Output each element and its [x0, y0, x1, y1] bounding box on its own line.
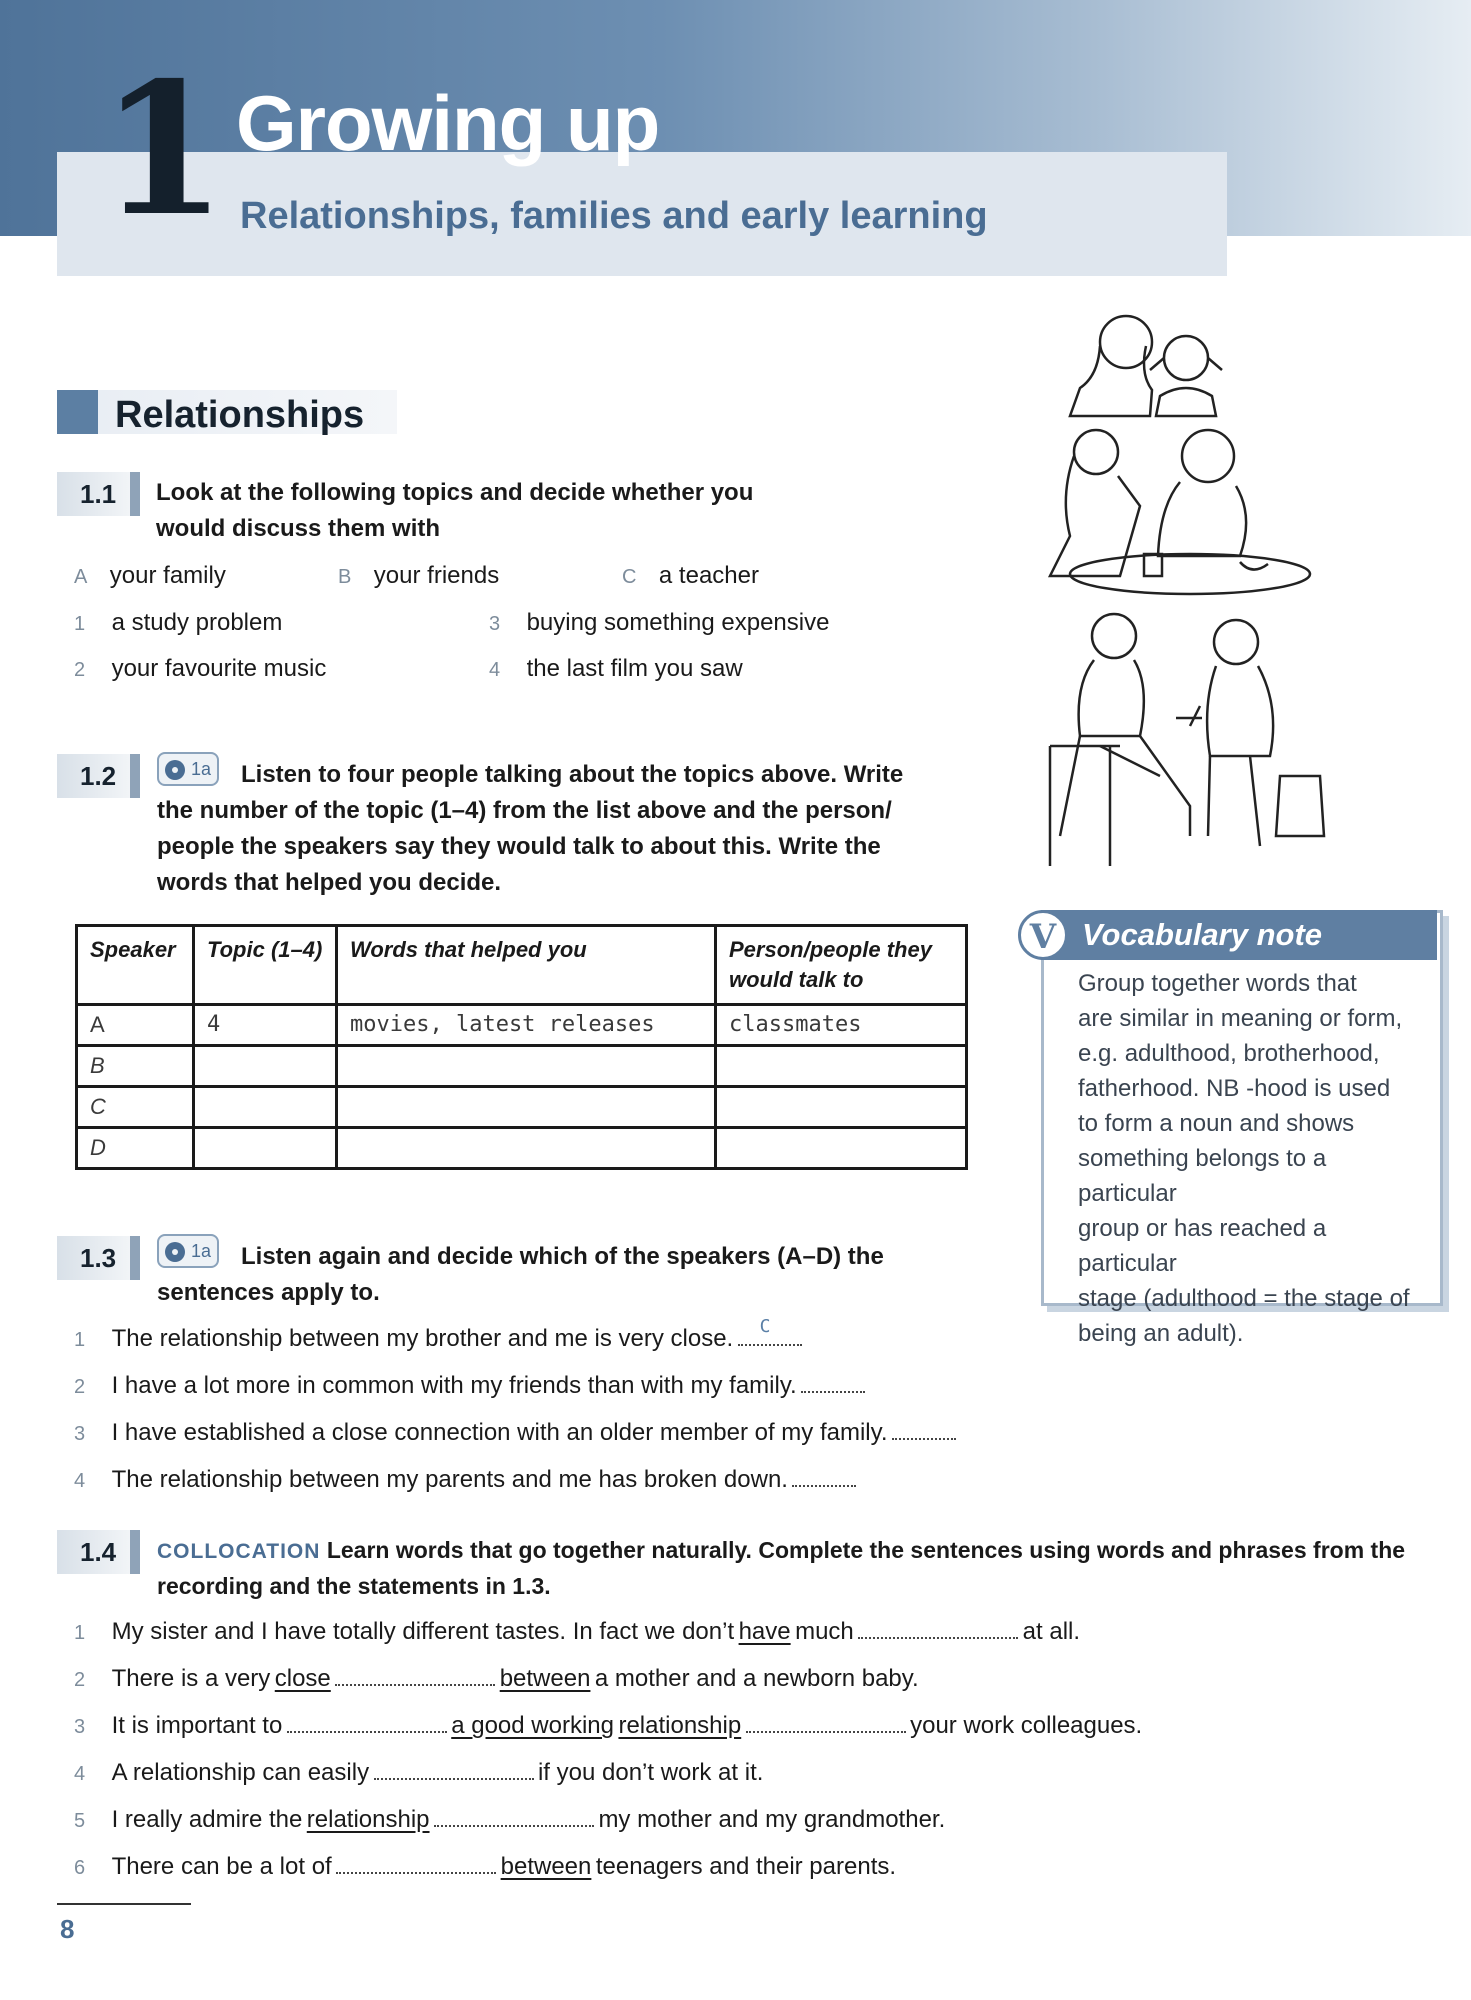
table-cell[interactable]: [194, 1087, 337, 1128]
exercise-number: 1.1: [80, 479, 117, 509]
item-number: 3: [74, 1423, 86, 1445]
exercise-tab-edge: [130, 472, 140, 516]
list-item: [74, 1803, 945, 1838]
teacher-head-icon: [1092, 614, 1136, 658]
item-text: A relationship can easily: [111, 1759, 370, 1786]
item-number: 6: [74, 1857, 86, 1879]
item-number: 3: [74, 1716, 86, 1738]
exercise-instruction: would discuss them with: [156, 515, 441, 542]
exercise-instruction: [157, 1532, 1405, 1570]
gesture-icon: [1176, 706, 1202, 726]
student-head-icon: [1182, 430, 1234, 482]
table-header: Words that helped you: [337, 926, 716, 1005]
woman-body-icon: [1070, 346, 1152, 416]
item-number: 4: [74, 1470, 86, 1492]
chapter-subtitle: Relationships, families and early learning: [240, 195, 988, 237]
audio-track-badge[interactable]: [157, 752, 219, 786]
audio-track-badge[interactable]: [157, 1234, 219, 1268]
item-text: There can be a lot of: [111, 1853, 332, 1880]
answer-blank[interactable]: [858, 1623, 1018, 1639]
topic-text: the last film you saw: [526, 655, 743, 682]
option-a: [74, 559, 226, 594]
section-title: Relationships: [115, 394, 365, 436]
table-header-row: [77, 926, 967, 1005]
collocation-tag: COLLOCATION: [157, 1540, 321, 1563]
page-number-rule: [57, 1903, 191, 1905]
table-cell[interactable]: [337, 1046, 716, 1087]
vocab-note-text: [1078, 966, 1430, 1351]
item-text: your work colleagues.: [910, 1712, 1143, 1739]
instruction-text: Learn words that go together naturally. Complete the sentences using words and phrases from the: [326, 1537, 1406, 1563]
answer-blank[interactable]: [374, 1764, 534, 1780]
table-header: Speaker: [77, 926, 194, 1005]
track-number: 1a: [191, 1241, 212, 1261]
speaker-table: [75, 924, 968, 1170]
exercise-number: 1.4: [80, 1537, 117, 1567]
option-b: [338, 559, 499, 594]
collocation-word: between: [500, 1853, 592, 1880]
option-label: C: [622, 566, 637, 588]
table-header: Topic (1–4): [194, 926, 337, 1005]
item-number: 5: [74, 1810, 86, 1832]
option-label: A: [74, 566, 88, 588]
item-text: my mother and my grandmother.: [598, 1806, 946, 1833]
item-text: I really admire the: [111, 1806, 303, 1833]
exercise-instruction: words that helped you decide.: [157, 869, 502, 896]
note-line: are similar in meaning or form,: [1078, 1005, 1403, 1032]
exercise-instruction: sentences apply to.: [157, 1279, 380, 1306]
collocation-word: have: [738, 1618, 791, 1645]
table-header: Person/people they would talk to: [716, 926, 967, 1005]
answer-blank[interactable]: [792, 1471, 856, 1487]
table-cell[interactable]: [716, 1046, 967, 1087]
item-text: a mother and a newborn baby.: [594, 1665, 919, 1692]
table-cell[interactable]: [194, 1128, 337, 1169]
collocation-word: between: [499, 1665, 591, 1692]
table-cell[interactable]: movies, latest releases: [337, 1005, 716, 1046]
item-text: It is important to: [111, 1712, 283, 1739]
backpack-icon: [1276, 776, 1324, 836]
boy-body-icon: [1207, 666, 1273, 756]
item-text: I have established a close connection with an older member of my family.: [111, 1419, 888, 1446]
table-row: [77, 1128, 967, 1169]
answer-blank[interactable]: [801, 1377, 865, 1393]
note-line: to form a noun and shows: [1078, 1110, 1355, 1137]
item-text: I have a lot more in common with my friends than with my family.: [111, 1372, 797, 1399]
answer-blank[interactable]: [434, 1811, 594, 1827]
student-body-icon: [1158, 482, 1246, 556]
answer-blank[interactable]: [892, 1424, 956, 1440]
vocabulary-icon: V: [1018, 910, 1068, 960]
page-number: 8: [60, 1914, 75, 1944]
people-illustration: [1040, 306, 1340, 882]
collocation-word: relationship: [306, 1806, 430, 1833]
item-text: much: [795, 1618, 854, 1645]
exercise-tab-edge: [130, 1236, 140, 1280]
note-line: Group together words that: [1078, 970, 1357, 997]
cd-icon: [165, 1242, 185, 1262]
topic-item: [74, 606, 282, 641]
vocab-note-title: Vocabulary note: [1082, 917, 1323, 952]
note-line: e.g. adulthood, brotherhood,: [1078, 1040, 1380, 1067]
list-item: [74, 1463, 856, 1498]
table-cell[interactable]: [716, 1087, 967, 1128]
item-text: if you don’t work at it.: [537, 1759, 764, 1786]
answer-blank[interactable]: [336, 1858, 496, 1874]
item-number: 2: [74, 1669, 86, 1691]
collocation-word: close: [274, 1665, 331, 1692]
list-item: [74, 1709, 1142, 1744]
table-cell[interactable]: [194, 1046, 337, 1087]
topic-item: [74, 652, 326, 687]
table-cell: D: [77, 1128, 194, 1169]
exercise-instruction: Look at the following topics and decide whether you: [156, 479, 754, 506]
answer-blank[interactable]: [287, 1717, 447, 1733]
table-row: [77, 1005, 967, 1046]
exercise-number: 1.2: [80, 761, 117, 791]
chapter-number: 1: [100, 42, 227, 256]
topic-text: buying something expensive: [526, 609, 830, 636]
note-line: stage (adulthood = the stage of: [1078, 1285, 1410, 1312]
chapter-title: Growing up: [236, 79, 660, 167]
girl-head-icon: [1164, 336, 1208, 380]
list-item: [74, 1850, 896, 1885]
list-item: [74, 1369, 865, 1404]
topic-number: 4: [489, 659, 501, 681]
answer-blank[interactable]: [738, 1316, 802, 1346]
table-cell[interactable]: [716, 1128, 967, 1169]
student-head-icon: [1074, 430, 1118, 474]
table-cell: C: [77, 1087, 194, 1128]
item-number: 1: [74, 1622, 86, 1644]
note-line: being an adult).: [1078, 1320, 1244, 1347]
note-line: group or has reached a particular: [1078, 1215, 1327, 1277]
answer-blank[interactable]: [335, 1670, 495, 1686]
topic-item: [489, 606, 829, 641]
track-number: 1a: [191, 759, 212, 779]
item-number: 1: [74, 1329, 86, 1351]
option-text: your friends: [373, 562, 500, 589]
item-number: 4: [74, 1763, 86, 1785]
list-item: [74, 1615, 1080, 1650]
table-cell[interactable]: 4: [194, 1005, 337, 1046]
list-item: [74, 1662, 919, 1697]
note-line: something belongs to a particular: [1078, 1145, 1327, 1207]
exercise-instruction: Listen again and decide which of the speakers (A–D) the: [241, 1243, 884, 1270]
boy-head-icon: [1214, 620, 1258, 664]
chair-icon: [1050, 746, 1120, 866]
list-item: [74, 1316, 802, 1357]
answer-text: C: [759, 1316, 771, 1337]
item-text: The relationship between my brother and me is very close.: [111, 1325, 734, 1352]
table-cell[interactable]: [337, 1087, 716, 1128]
item-text: at all.: [1022, 1618, 1081, 1645]
table-row: [77, 1087, 967, 1128]
exercise-instruction: Listen to four people talking about the topics above. Write: [241, 761, 904, 788]
topic-number: 2: [74, 659, 86, 681]
topic-number: 1: [74, 613, 86, 635]
option-text: a teacher: [658, 562, 759, 589]
table-cell: B: [77, 1046, 194, 1087]
teacher-legs-icon: [1060, 736, 1190, 836]
answer-blank[interactable]: [746, 1717, 906, 1733]
item-text: My sister and I have totally different tastes. In fact we don’t: [111, 1618, 735, 1645]
topic-item: [489, 652, 743, 687]
exercise-instruction: people the speakers say they would talk to about this. Write the: [157, 833, 881, 860]
collocation-word: a good working: [451, 1712, 614, 1739]
collocation-word: relationship: [618, 1712, 742, 1739]
option-text: your family: [109, 562, 226, 589]
exercise-instruction: the number of the topic (1–4) from the list above and the person/: [157, 797, 892, 824]
girl-body-icon: [1150, 358, 1222, 416]
table-icon: [1070, 554, 1310, 594]
table-row: [77, 1046, 967, 1087]
note-line: fatherhood. NB -hood is used: [1078, 1075, 1391, 1102]
topic-text: your favourite music: [111, 655, 327, 682]
item-number: 2: [74, 1376, 86, 1398]
option-c: [622, 559, 759, 594]
exercise-instruction: recording and the statements in 1.3.: [157, 1573, 551, 1599]
table-cell[interactable]: classmates: [716, 1005, 967, 1046]
boy-legs-icon: [1208, 756, 1260, 846]
item-text: There is a very: [111, 1665, 271, 1692]
cd-icon: [165, 760, 185, 780]
exercise-tab-edge: [130, 1530, 140, 1574]
exercise-tab-edge: [130, 754, 140, 798]
table-cell: A: [77, 1005, 194, 1046]
list-item: [74, 1416, 956, 1451]
exercise-number: 1.3: [80, 1243, 117, 1273]
cup-icon: [1144, 554, 1162, 576]
item-text: The relationship between my parents and me has broken down.: [111, 1466, 788, 1493]
list-item: [74, 1756, 763, 1791]
table-cell[interactable]: [337, 1128, 716, 1169]
option-label: B: [338, 566, 352, 588]
item-text: teenagers and their parents.: [595, 1853, 897, 1880]
topic-text: a study problem: [111, 609, 283, 636]
topic-number: 3: [489, 613, 501, 635]
bowl-icon: [1240, 562, 1268, 570]
teacher-body-icon: [1079, 660, 1144, 736]
